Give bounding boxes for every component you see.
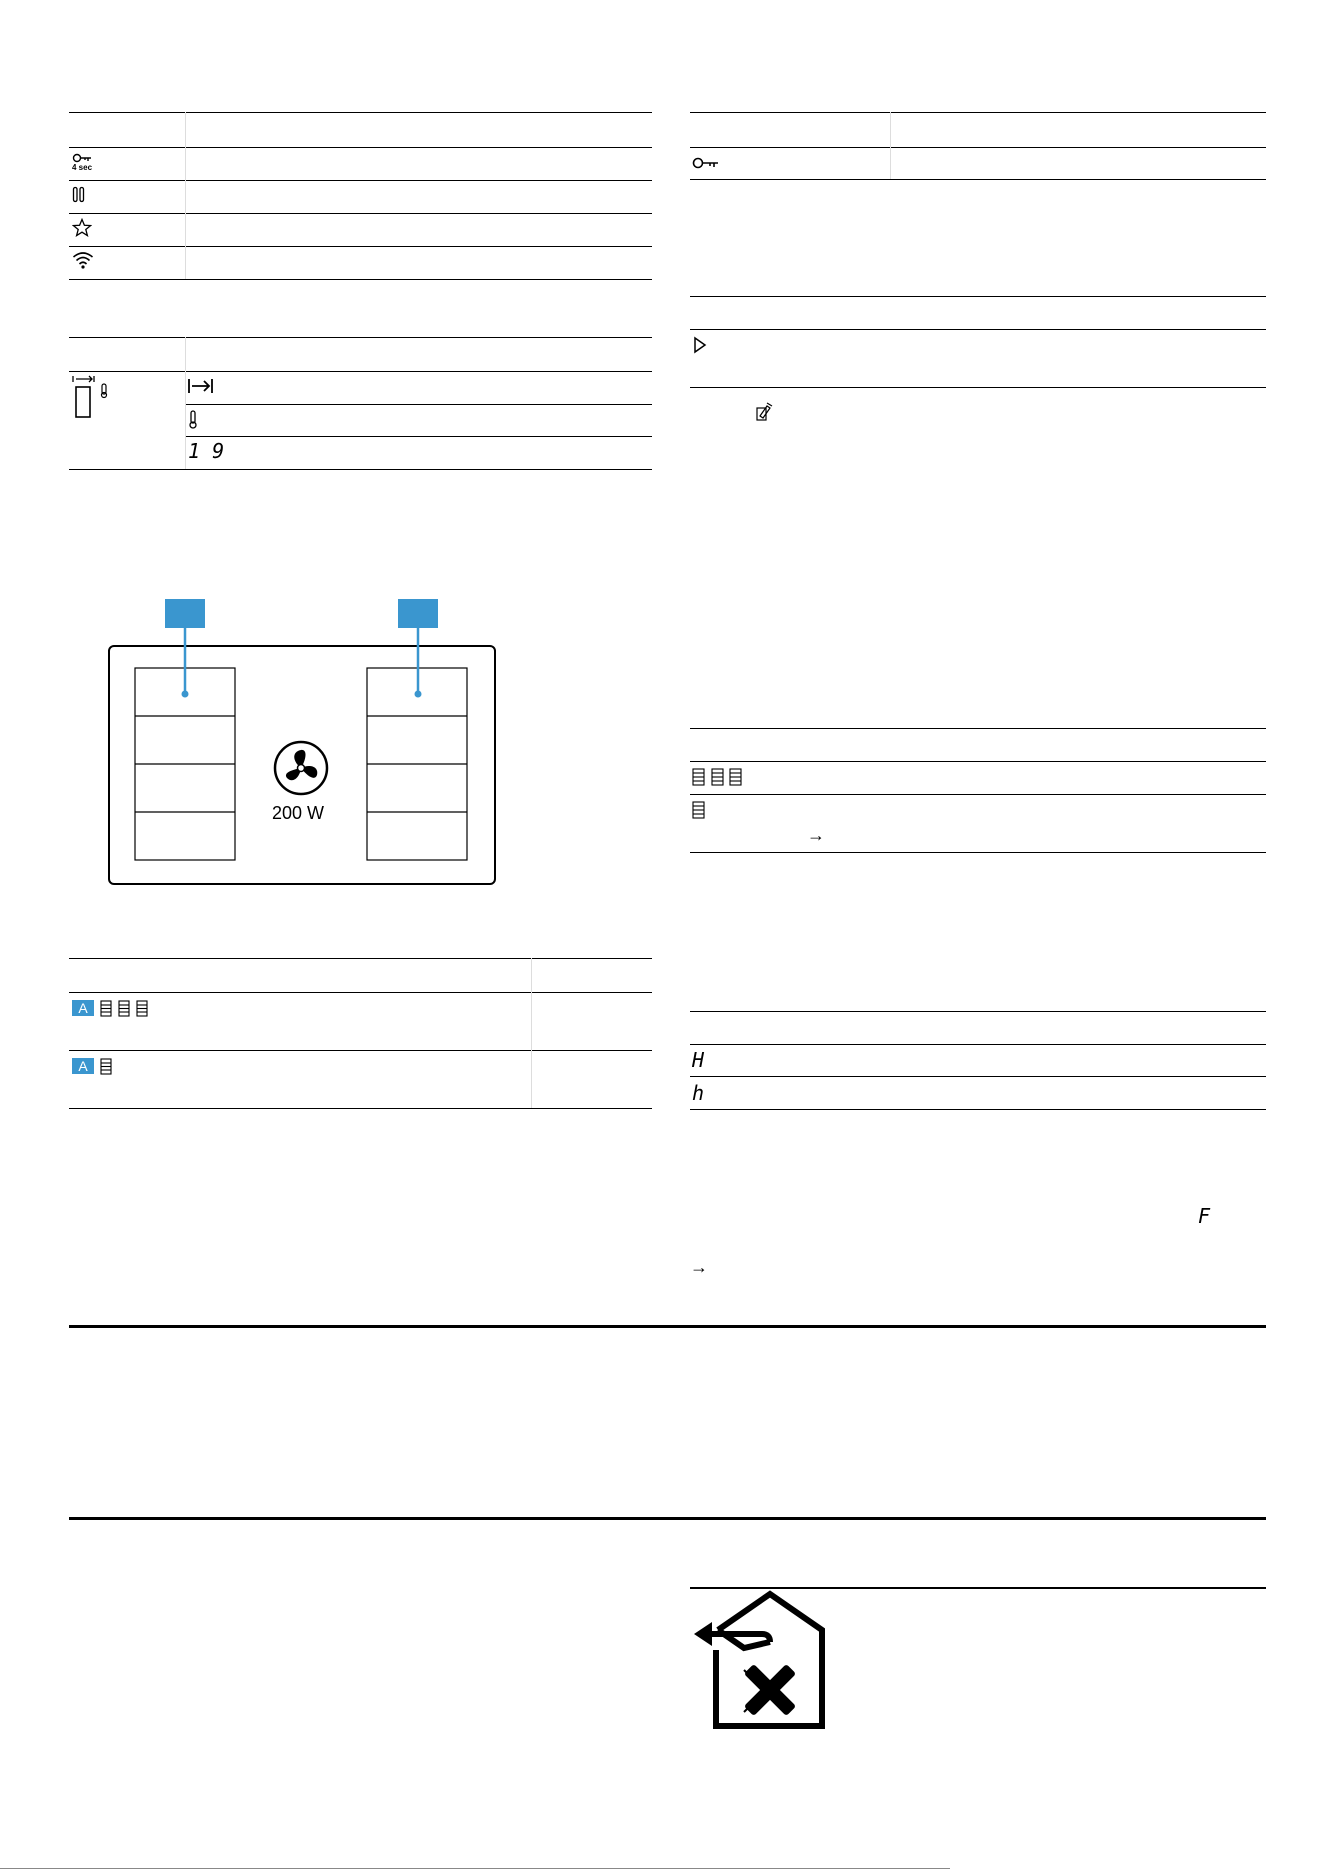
table-rule <box>69 958 652 959</box>
table-rule <box>69 371 652 372</box>
table-rule <box>69 469 652 470</box>
section-rule <box>69 1325 1266 1328</box>
table-rule <box>690 728 1266 729</box>
table-rule <box>690 112 1266 113</box>
heat-value: H <box>692 1048 705 1072</box>
table-rule <box>690 1076 1266 1077</box>
footer-rule <box>0 1868 950 1869</box>
arrow-to-bar-icon <box>187 376 215 401</box>
table-rule <box>690 179 1266 180</box>
fault-code: F <box>1198 1204 1211 1228</box>
table-rule <box>185 404 652 405</box>
table-rule <box>690 387 1266 388</box>
table-divider <box>890 112 891 179</box>
table-rule <box>690 1109 1266 1110</box>
heat-value: h <box>692 1081 705 1105</box>
table-rule <box>690 852 1266 853</box>
edit-icon <box>756 402 774 427</box>
table-rule <box>690 1044 1266 1045</box>
table-divider <box>185 337 186 469</box>
timer-display-icon <box>72 374 112 431</box>
table-rule <box>69 337 652 338</box>
bar-single-icon <box>692 801 706 824</box>
table-rule <box>69 1050 652 1051</box>
bars-triple-icon <box>100 1000 152 1022</box>
table-divider <box>185 112 186 279</box>
zone-a-badge: A <box>72 1058 94 1074</box>
table-rule <box>185 436 652 437</box>
table-rule <box>69 147 652 148</box>
fault-arrow: → <box>690 1257 708 1277</box>
display-value: 1 9 <box>188 439 225 463</box>
disposal-house-icon <box>692 1590 826 1735</box>
fan-icon <box>273 740 329 801</box>
table-rule <box>69 1108 652 1109</box>
power-label: 200 W <box>272 803 325 823</box>
zone-a-badge: A <box>72 1000 94 1016</box>
table-rule <box>69 213 652 214</box>
bars-triple-icon <box>692 768 744 791</box>
table-rule <box>69 112 652 113</box>
table-rule <box>690 329 1266 330</box>
table-divider <box>531 958 532 1108</box>
table-rule <box>69 279 652 280</box>
table-rule <box>690 1587 1266 1589</box>
table-rule <box>69 180 652 181</box>
table-rule <box>690 761 1266 762</box>
wifi-icon <box>72 250 94 275</box>
bar-single-icon <box>100 1058 114 1080</box>
section-rule <box>69 1517 1266 1520</box>
table-rule <box>690 296 1266 297</box>
pause-icon <box>72 186 86 209</box>
table-rule <box>690 147 1266 148</box>
table-rule <box>69 992 652 993</box>
star-icon <box>72 218 92 243</box>
thermometer-icon <box>188 410 198 435</box>
key-4sec-icon <box>72 153 94 178</box>
table-rule <box>690 1011 1266 1012</box>
table-rule <box>690 794 1266 795</box>
key-icon <box>692 156 720 175</box>
level-arrow: → <box>807 825 825 845</box>
table-rule <box>69 246 652 247</box>
play-icon <box>693 336 707 359</box>
key-4sec-label: 4 sec <box>72 163 93 172</box>
